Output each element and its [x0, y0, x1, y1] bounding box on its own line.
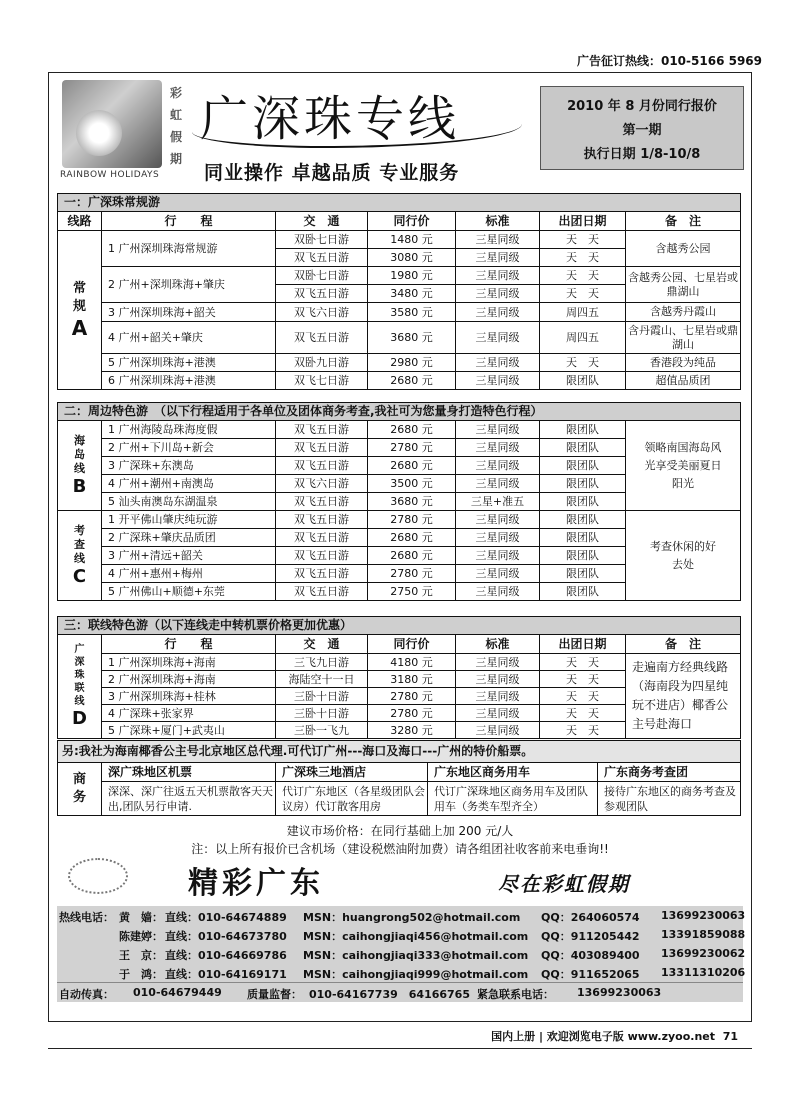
table-row: 常 规 A 1 广州深圳珠海常规游 双卧七日游 1480 元 三星同级 天 天 含越秀公园: [58, 231, 741, 249]
business-label: 商 务: [58, 763, 102, 816]
col-price: 同行价: [368, 212, 456, 231]
slogan: 同业操作 卓越品质 专业服务: [204, 162, 460, 184]
business-table: 另:我社为海南椰香公主号北京地区总代理.可代订广州---海口及海口---广州的特价船票。 商 务 深广珠地区机票 广深珠三地酒店 广东地区商务用车 广东商务考查团 深深、深广往返五天机票散客天天出,团队另行申请. 代订广东地区（各星级团队会议房）代订散客用房 代订广深珠地区商务用车及团队用车（务类车型齐全） 接待广东地区的商务考查及参观团队: [57, 740, 741, 816]
col-transport: 交 通: [276, 212, 368, 231]
section1-title: 一：广深珠常规游: [58, 194, 741, 212]
suggested-price: 建议市场价格：在同行基础上加 200 元/人: [286, 824, 514, 838]
logo: [58, 76, 188, 188]
flower-icon: [68, 858, 128, 894]
hotline-label: 热线电话：: [59, 911, 114, 924]
banner-right: 尽在彩虹假期: [498, 872, 630, 896]
col-itinerary: 行 程: [102, 212, 276, 231]
price-notice: 注：以上所有报价已含机场（建设税燃油附加费）请各组团社收客前来电垂询!!: [191, 842, 609, 856]
page-title: 广深珠专线: [200, 91, 461, 147]
table-row: 5 广深珠+厦门+武夷山 三卧一飞九 3280 元 三星同级 天 天: [58, 722, 741, 739]
page-number: 71: [722, 1030, 738, 1043]
section2-title: 二：周边特色游 （以下行程适用于各单位及团体商务考查,我社可为您量身打造特色行程）: [58, 403, 741, 421]
table-row: 4 广州+韶关+肇庆 双飞五日游 3680 元 三星同级 周四五 含丹霞山、七星岩或鼎湖山: [58, 322, 741, 354]
table-row: 2 广州深圳珠海+海南 海陆空十一日 3180 元 三星同级 天 天: [58, 671, 741, 688]
service-hotels: 广深珠三地酒店: [276, 763, 428, 782]
quote-month: 2010 年 8 月份同行报价: [567, 99, 717, 114]
quote-box: [540, 86, 744, 170]
section2-table: [57, 402, 741, 601]
contact-row: 热线电话： 黄 嫱： 直线：010-64674889 MSN：huangrong502@hotmail.com QQ：264060574 13699230063: [59, 909, 746, 924]
banner: [58, 858, 742, 901]
table-row: 双飞五日游 3080 元 三星同级 天 天: [58, 249, 741, 267]
contact-row: 陈建婷： 直线：010-64673780 MSN：caihongjiaqi456@hotmail.com QQ：911205442 13391859088: [119, 928, 746, 943]
contact-row: 于 鸿： 直线：010-64169171 MSN：caihongjiaqi999@hotmail.com QQ：911652065 13311310206: [119, 966, 746, 981]
banner-left: 精彩广东: [188, 866, 324, 901]
col-route: 线路: [58, 212, 102, 231]
table-row: 5 广州深圳珠海+港澳 双卧九日游 2980 元 三星同级 天 天 香港段为纯品: [58, 354, 741, 372]
logo-cjk-text: 彩 虹 假 期: [170, 86, 183, 166]
logo-english: RAINBOW HOLIDAYS: [60, 170, 160, 180]
footer-text: 国内上册 | 欢迎浏览电子版 www.zyoo.net 71: [491, 1030, 738, 1043]
group-label-b: 海 岛 线 B: [58, 421, 102, 511]
ad-hotline: 广告征订热线：010-5166 5969: [576, 54, 762, 68]
section3-title: 三：联线特色游（以下连线走中转机票价格更加优惠）: [58, 617, 741, 635]
service-inspection: 广东商务考查团: [598, 763, 741, 782]
group-label-a: 常 规 A: [58, 231, 102, 390]
table-row: 3 广深珠+东澳岛 双飞五日游 2680 元 三星同级 限团队: [58, 457, 741, 475]
table-row: 2 广州+深圳珠海+肇庆 双卧七日游 1980 元 三星同级 天 天 含越秀公园、七星岩或鼎湖山: [58, 267, 741, 285]
ferry-note: 另:我社为海南椰香公主号北京地区总代理.可代订广州---海口及海口---广州的特价船票。: [58, 741, 741, 763]
group-label-d: 广 深 珠 联 线 D: [58, 635, 102, 739]
table-row: 海 岛 线 B 1 广州海陵岛珠海度假 双飞五日游 2680 元 三星同级 限团队 领略南国海岛风光享受美丽夏日阳光: [58, 421, 741, 439]
col-remark: 备 注: [626, 212, 741, 231]
table-row: 3 广州深圳珠海+桂林 三卧十日游 2780 元 三星同级 天 天: [58, 688, 741, 705]
table-row: 3 广州+清远+韶关 双飞五日游 2680 元 三星同级 限团队: [58, 547, 741, 565]
section3-table: 三：联线特色游（以下连线走中转机票价格更加优惠） 广 深 珠 联 线 D 行 程 交 通 同行价 标准 出团日期 备 注 1 广州深圳珠海+海南 三飞九日游 4180 元 三星同级 天 天 走遍南方经典线路（海南段为四星纯玩不进店）椰香公主号赴海口 2 广州深圳珠海+海南 海陆空十一日 3180 元 三星同级 天 天 3 广州深圳珠海+桂林 三卧十日游 2780 元 三星同级 天 天 4 广深珠+张家界 三卧十日游 2780 元 三星同级 天 天 5 广深珠+厦门+武夷山 三卧一飞九 3280 元 三星同级 天 天: [57, 616, 741, 739]
table-row: 4 广州+惠州+梅州 双飞五日游 2780 元 三星同级 限团队: [58, 565, 741, 583]
quote-dates: 执行日期 1/8-10/8: [583, 147, 701, 162]
contacts-panel: [57, 906, 746, 1002]
table-row: 考 查 线 C 1 开平佛山肇庆纯玩游 双飞五日游 2780 元 三星同级 限团队 考查休闲的好去处: [58, 511, 741, 529]
table-row: 4 广州+潮州+南澳岛 双飞六日游 3500 元 三星同级 限团队: [58, 475, 741, 493]
col-standard: 标准: [456, 212, 540, 231]
group-label-c: 考 查 线 C: [58, 511, 102, 601]
col-departure: 出团日期: [540, 212, 626, 231]
table-row: 1 广州深圳珠海+海南 三飞九日游 4180 元 三星同级 天 天 走遍南方经典线路（海南段为四星纯玩不进店）椰香公主号赴海口: [58, 654, 741, 671]
table-row: 3 广州深圳珠海+韶关 双飞六日游 3580 元 三星同级 周四五 含越秀丹霞山: [58, 303, 741, 322]
footer: [0, 1026, 800, 1042]
table-row: 2 广深珠+肇庆品质团 双飞五日游 2680 元 三星同级 限团队: [58, 529, 741, 547]
contact-row: 王 京： 直线：010-64669786 MSN：caihongjiaqi333@hotmail.com QQ：403089400 13699230062: [119, 947, 746, 962]
logo-sun-art: [62, 80, 162, 168]
section1-table: [57, 193, 741, 390]
table-row: 5 广州佛山+顺德+东莞 双飞五日游 2750 元 三星同级 限团队: [58, 583, 741, 601]
service-air-tickets: 深广珠地区机票: [102, 763, 276, 782]
table-row: 双飞五日游 3480 元 三星同级 天 天: [58, 285, 741, 303]
table-row: 4 广深珠+张家界 三卧十日游 2780 元 三星同级 天 天: [58, 705, 741, 722]
quote-issue: 第一期: [622, 123, 662, 138]
table-row: 6 广州深圳珠海+港澳 双飞七日游 2680 元 三星同级 限团队 超值品质团: [58, 372, 741, 390]
fax-row: 自动传真： 010-64679449 质量监督： 010-64167739 64166765 紧急联系电话： 13699230063: [57, 982, 743, 1002]
table-row: 5 汕头南澳岛东湖温泉 双飞五日游 3680 元 三星+准五 限团队: [58, 493, 741, 511]
service-vehicles: 广东地区商务用车: [428, 763, 598, 782]
table-row: 2 广州+下川岛+新会 双飞五日游 2780 元 三星同级 限团队: [58, 439, 741, 457]
